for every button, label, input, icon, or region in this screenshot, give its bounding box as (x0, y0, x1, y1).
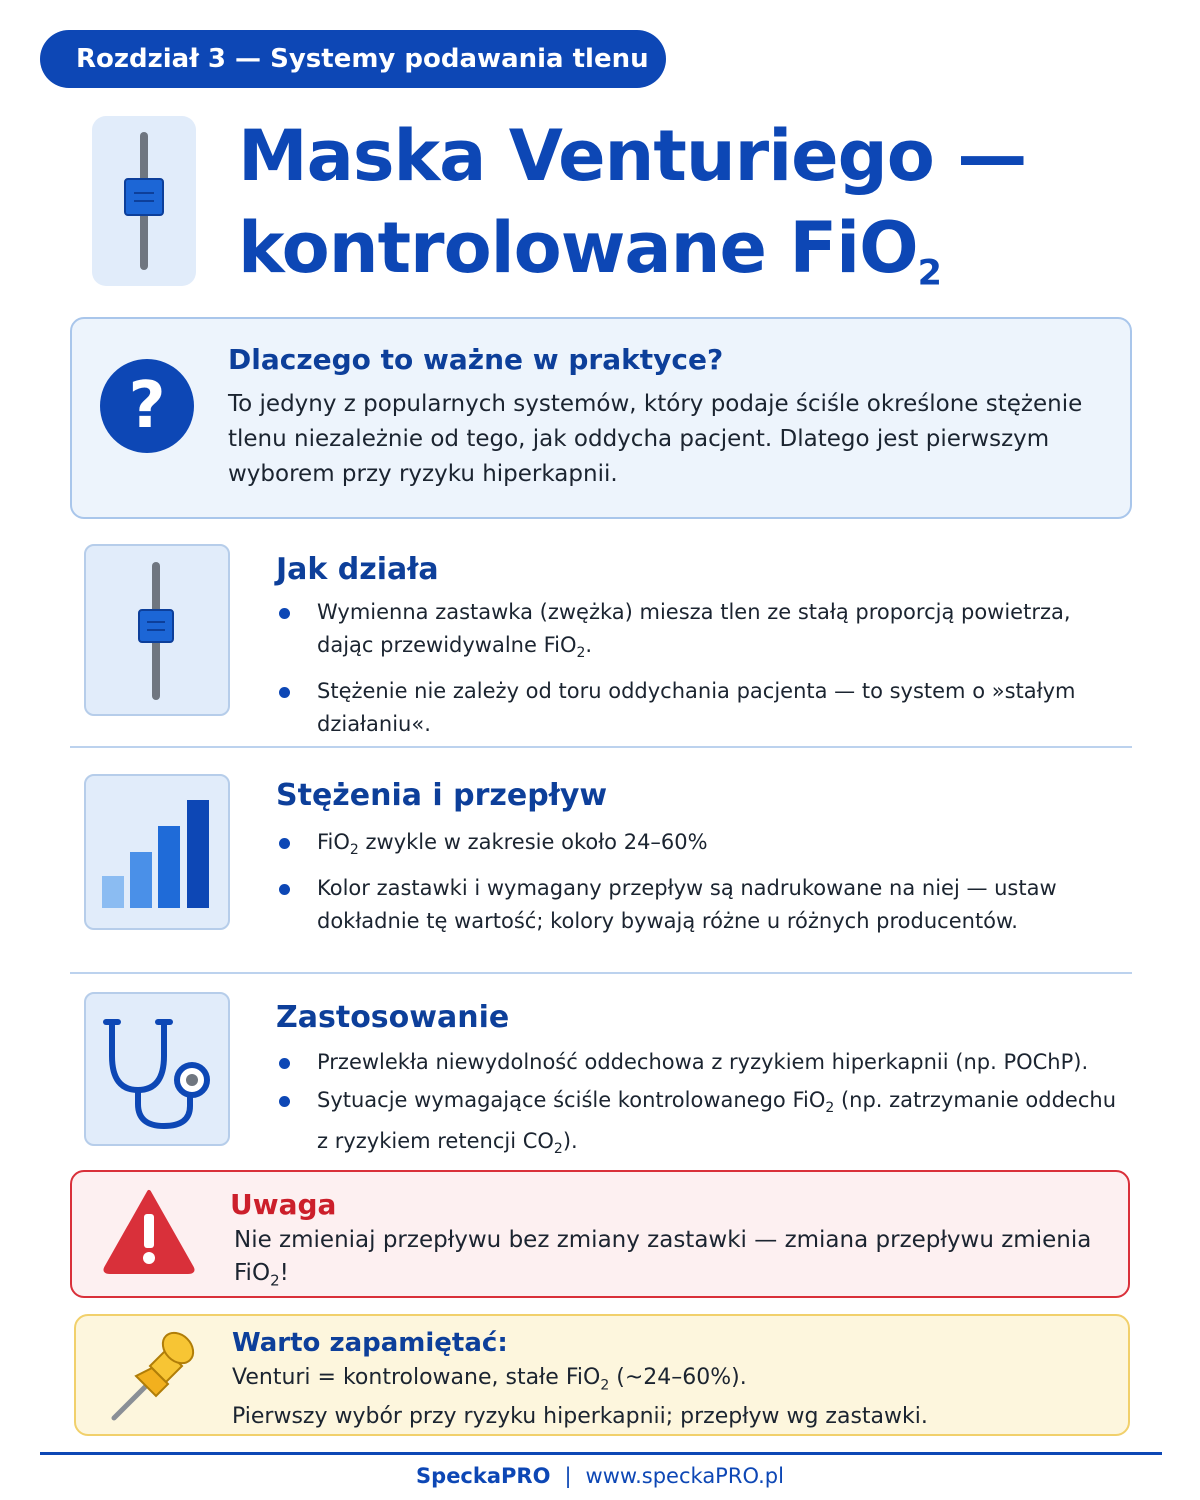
section-application (70, 992, 1132, 1162)
bullet-list (276, 1046, 1126, 1171)
chapter-badge: Rozdział 3 — Systemy podawania tlenu (40, 30, 666, 88)
why-heading: Dlaczego to ważne w praktyce? (228, 343, 724, 376)
list-item: Stężenie nie zależy od toru oddychania pacjenta — to system o »stałym działaniu«. (276, 675, 1126, 741)
slider-icon (84, 544, 230, 716)
footer (0, 1464, 1200, 1488)
warning-icon (102, 1188, 196, 1274)
why-text: To jedyny z popularnych systemów, który podaje ściśle określone stężenie tlenu niezależnie od tego, jak oddycha pacjent. Dlatego jest pierwszym wyborem przy ryzyku hiperkapnii. (228, 391, 1083, 487)
page-title-line2: kontrolowane FiO$_2$ (238, 207, 942, 294)
footer-separator: | (564, 1464, 572, 1488)
section-heading: Stężenia i przepływ (276, 778, 608, 813)
list-item: FiO$_2$ zwykle w zakresie około 24–60% (276, 826, 1126, 867)
warning-text: Nie zmieniaj przepływu bez zmiany zastawki — zmiana przepływu zmienia FiO$_2$! (234, 1227, 1092, 1290)
list-item: Przewlekła niewydolność oddechowa z ryzykiem hiperkapnii (np. POChP). (276, 1046, 1126, 1079)
slider-icon (92, 116, 196, 286)
list-item: Sytuacje wymagające ściśle kontrolowanego FiO$_2$ (np. zatrzymanie oddechu z ryzykiem retencji $CO_2$). (276, 1084, 1126, 1166)
section-heading: Jak działa (276, 552, 439, 587)
footer-divider (40, 1452, 1162, 1455)
remember-text (232, 1362, 1112, 1433)
remember-line-2: Pierwszy wybór przy ryzyku hiperkapnii; przepływ wg zastawki. (232, 1404, 928, 1430)
bullet-list (276, 596, 1126, 746)
pushpin-icon (106, 1326, 206, 1426)
question-icon: ? (100, 359, 194, 453)
footer-url[interactable]: www.speckaPRO.pl (585, 1464, 784, 1488)
section-heading: Zastosowanie (276, 1000, 510, 1035)
why-important-box (70, 317, 1132, 519)
divider (70, 746, 1132, 748)
stethoscope-icon (84, 992, 230, 1146)
bar-chart-icon (84, 774, 230, 930)
section-how-it-works (70, 544, 1132, 744)
list-item: Wymienna zastawka (zwężka) miesza tlen ze stałą proporcją powietrza, dając przewidywalne FiO$_2$. (276, 596, 1126, 670)
warning-box (70, 1170, 1130, 1298)
bullet-list (276, 826, 1126, 943)
page-title-line1: Maska Venturiego — (238, 115, 1027, 197)
divider (70, 972, 1132, 974)
remember-box (74, 1314, 1130, 1436)
list-item: Kolor zastawki i wymagany przepływ są nadrukowane na niej — ustaw dokładnie tę wartość; kolory bywają różne u różnych producentów. (276, 872, 1126, 938)
footer-brand: SpeckaPRO (416, 1464, 551, 1488)
remember-heading: Warto zapamiętać: (232, 1328, 508, 1358)
warning-heading: Uwaga (230, 1188, 337, 1221)
remember-line-1: Venturi = kontrolowane, stałe FiO$_2$ (~24–60%). (232, 1365, 747, 1394)
page-title (238, 110, 1158, 319)
section-concentrations (70, 774, 1132, 974)
